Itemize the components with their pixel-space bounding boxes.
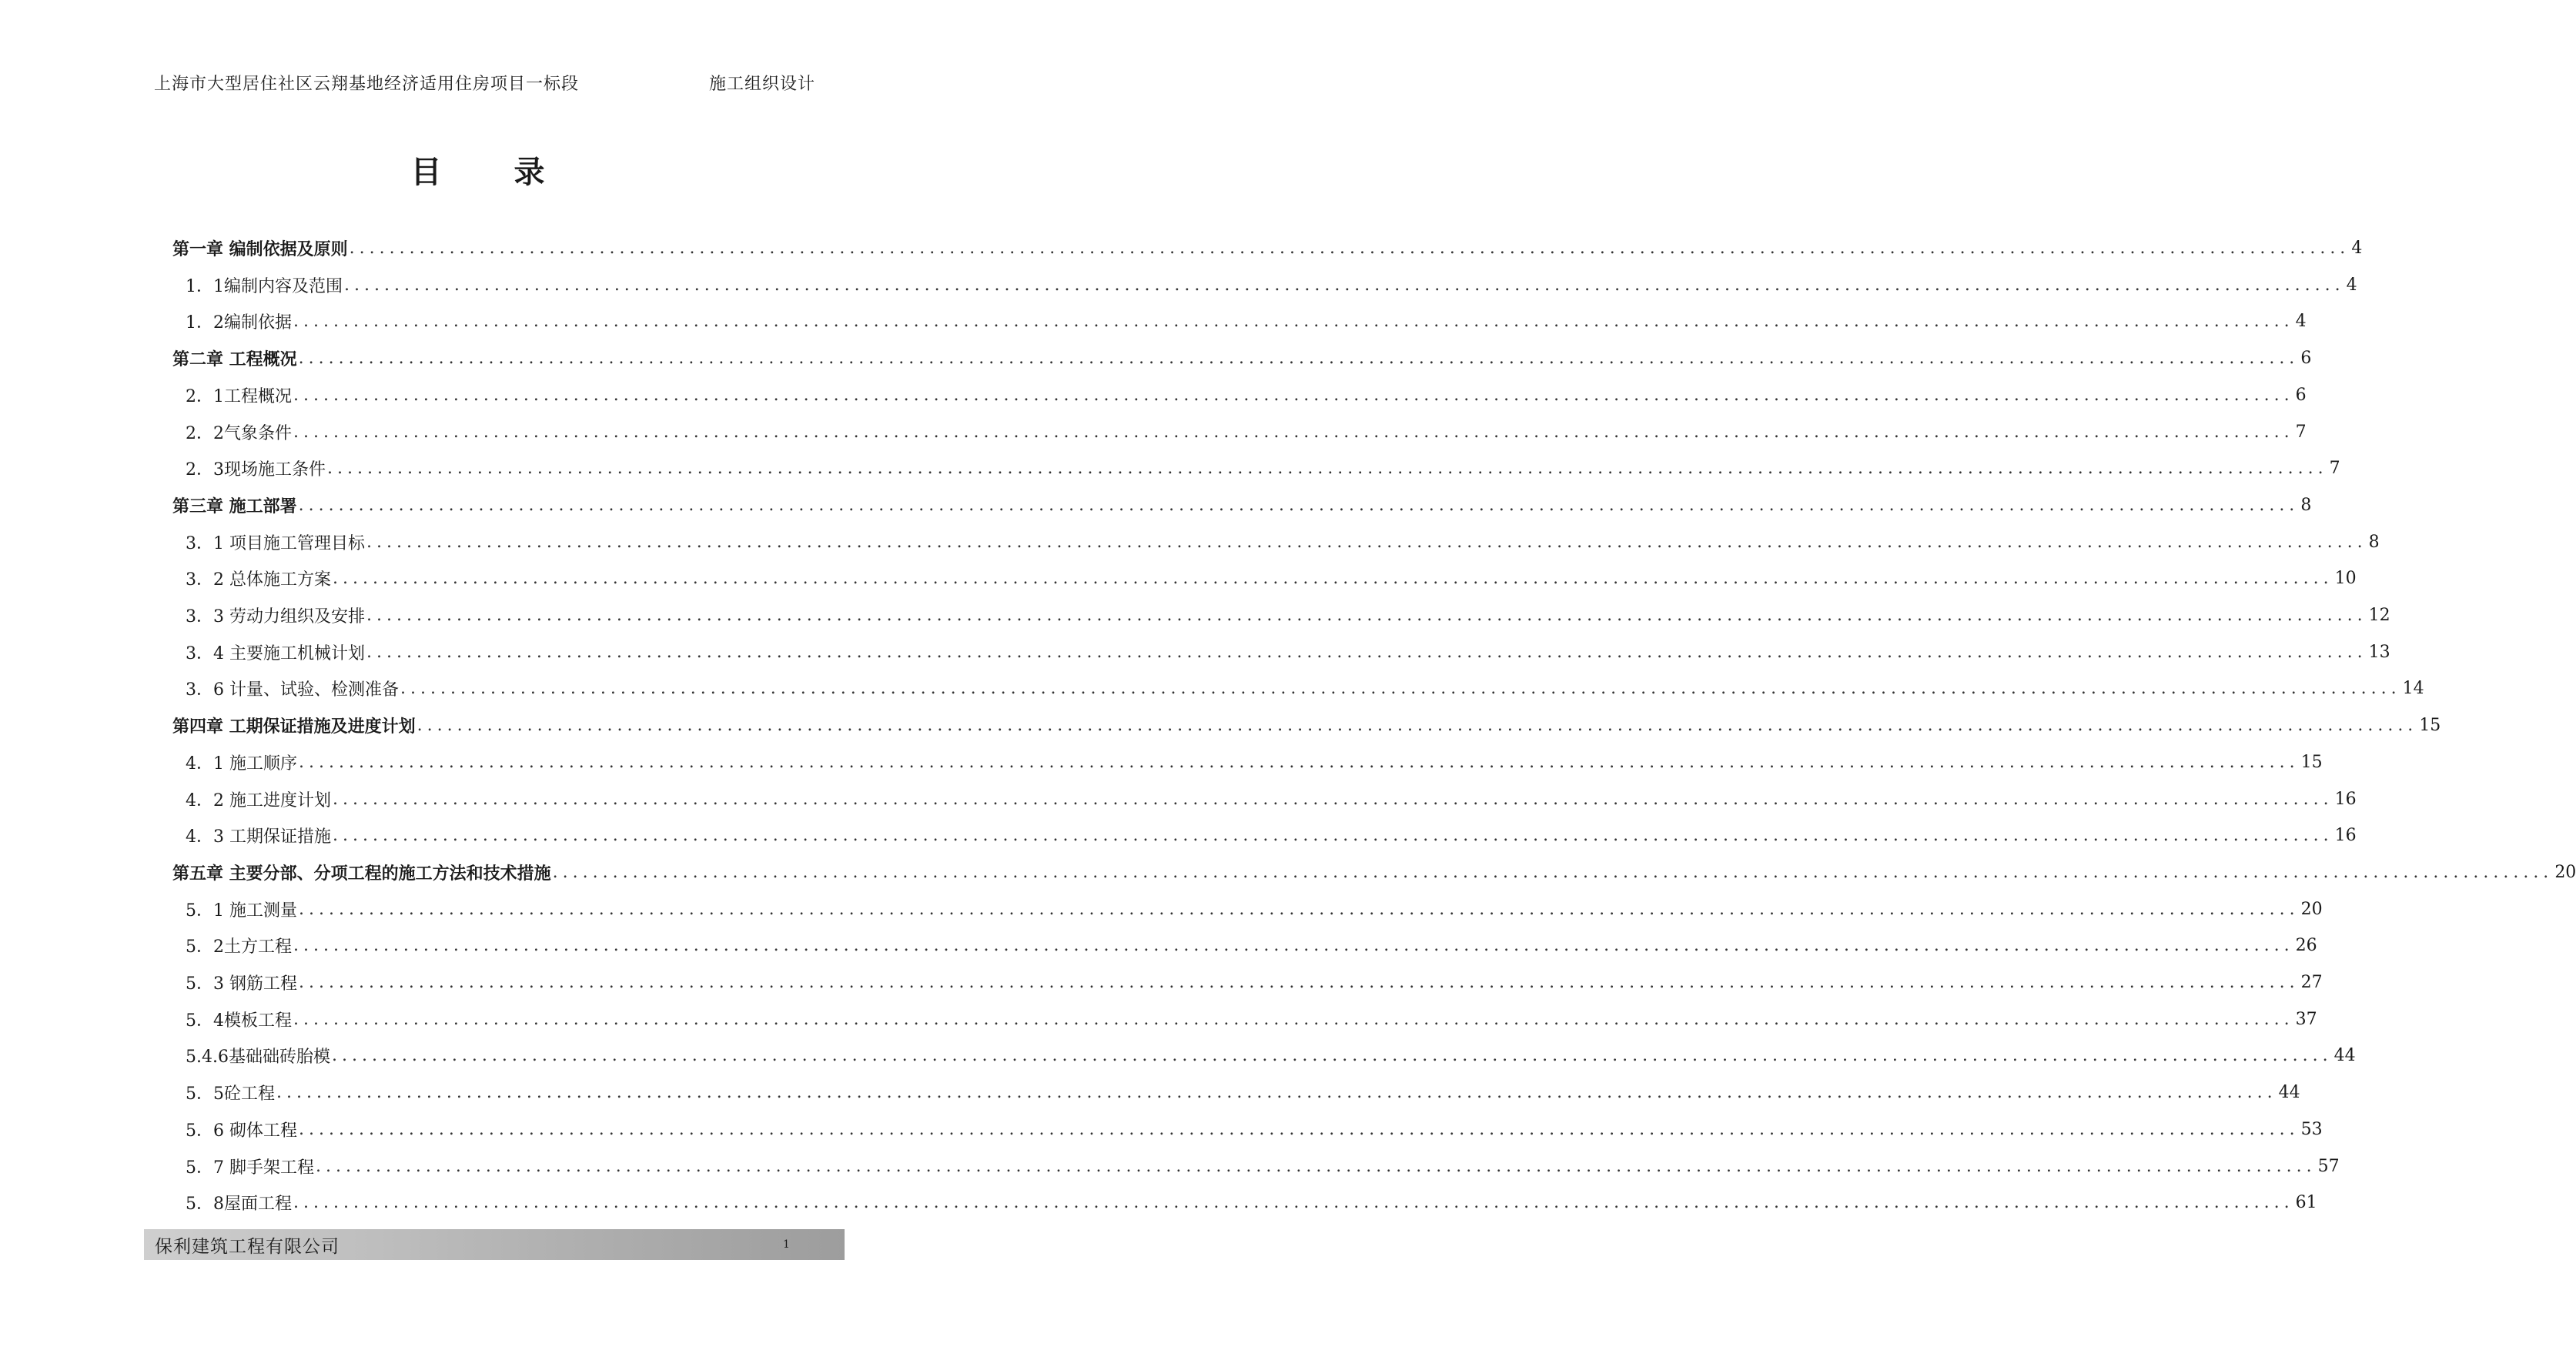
- page-footer: [144, 1229, 845, 1260]
- toc-section-entry[interactable]: [186, 638, 2390, 666]
- toc-leader-dots: ........................................................................................................................................................................................................: [331, 1045, 2333, 1065]
- toc-entry-label: 3．1 项目施工管理目标: [186, 533, 365, 553]
- toc-entry-page-number: 12: [2368, 605, 2390, 625]
- toc-section-entry[interactable]: [186, 821, 2357, 849]
- toc-entry-page-number: 26: [2295, 935, 2317, 955]
- toc-chapter-entry[interactable]: [172, 344, 2312, 372]
- toc-entry-page-number: 61: [2295, 1192, 2317, 1212]
- toc-chapter-entry[interactable]: [172, 234, 2363, 262]
- toc-entry-label: 5．8屋面工程: [186, 1194, 292, 1214]
- toc-entry-label: 1．2编制依据: [186, 312, 292, 332]
- page-title: 目 录: [410, 154, 576, 190]
- toc-entry-page-number: 44: [2333, 1045, 2356, 1065]
- toc-leader-dots: ........................................................................................................................................................................................................: [298, 495, 2300, 515]
- toc-leader-dots: ........................................................................................................................................................................................................: [299, 899, 2300, 919]
- toc-section-entry[interactable]: [186, 1152, 2340, 1180]
- toc-entry-label: 5．1 施工测量: [186, 901, 297, 921]
- toc-leader-dots: ........................................................................................................................................................................................................: [349, 238, 2350, 258]
- toc-entry-label: 第五章 主要分部、分项工程的施工方法和技术措施: [172, 863, 551, 884]
- toc-entry-page-number: 10: [2334, 568, 2357, 588]
- toc-section-entry[interactable]: [186, 1188, 2317, 1216]
- toc-leader-dots: ........................................................................................................................................................................................................: [293, 1192, 2294, 1212]
- toc-entry-label: 3．2 总体施工方案: [186, 570, 331, 590]
- toc-section-entry[interactable]: [186, 1078, 2300, 1106]
- toc-entry-page-number: 20: [2300, 899, 2323, 919]
- toc-entry-page-number: 57: [2317, 1156, 2340, 1176]
- toc-entry-label: 5．4模板工程: [186, 1011, 292, 1031]
- toc-chapter-entry[interactable]: [172, 858, 2576, 886]
- toc-leader-dots: ........................................................................................................................................................................................................: [333, 568, 2333, 588]
- toc-entry-page-number: 7: [2295, 422, 2307, 442]
- toc-leader-dots: ........................................................................................................................................................................................................: [366, 532, 2367, 552]
- toc-entry-page-number: 44: [2278, 1082, 2300, 1102]
- toc-section-entry[interactable]: [186, 748, 2323, 776]
- toc-section-entry[interactable]: [186, 1005, 2317, 1033]
- toc-entry-label: 2．3现场施工条件: [186, 459, 326, 480]
- toc-leader-dots: ........................................................................................................................................................................................................: [293, 935, 2294, 955]
- toc-entry-page-number: 20: [2554, 862, 2576, 882]
- toc-entry-page-number: 4: [2346, 275, 2357, 295]
- toc-entry-page-number: 6: [2295, 385, 2307, 405]
- toc-entry-label: 第三章 施工部署: [172, 496, 297, 516]
- toc-chapter-entry[interactable]: [172, 711, 2441, 739]
- toc-entry-label: 1．1编制内容及范围: [186, 276, 343, 296]
- toc-section-entry[interactable]: [186, 968, 2323, 996]
- toc-leader-dots: ........................................................................................................................................................................................................: [293, 385, 2294, 405]
- toc-entry-label: 5．7 脚手架工程: [186, 1158, 314, 1178]
- footer-page-number: 1: [783, 1238, 790, 1251]
- toc-entry-label: 5．6 砌体工程: [186, 1121, 297, 1141]
- toc-leader-dots: ........................................................................................................................................................................................................: [276, 1082, 2277, 1102]
- toc-chapter-entry[interactable]: [172, 491, 2312, 519]
- toc-entry-label: 5．3 钢筋工程: [186, 974, 297, 994]
- toc-entry-label: 4．1 施工顺序: [186, 754, 297, 774]
- toc-entry-page-number: 8: [2368, 532, 2380, 552]
- toc-section-entry[interactable]: [186, 307, 2307, 335]
- toc-leader-dots: ........................................................................................................................................................................................................: [366, 642, 2367, 662]
- toc-leader-dots: ........................................................................................................................................................................................................: [552, 862, 2554, 882]
- footer-company-name: 保利建筑工程有限公司: [155, 1237, 340, 1257]
- toc-entry-label: 3．4 主要施工机械计划: [186, 643, 365, 663]
- toc-section-entry[interactable]: [186, 895, 2323, 923]
- toc-entry-page-number: 15: [2300, 752, 2323, 772]
- toc-entry-label: 4．2 施工进度计划: [186, 790, 331, 810]
- toc-leader-dots: ........................................................................................................................................................................................................: [400, 678, 2401, 698]
- toc-entry-label: 3．6 计量、试验、检测准备: [186, 680, 399, 700]
- toc-section-entry[interactable]: [186, 674, 2424, 702]
- header-document-type: 施工组织设计: [709, 75, 816, 94]
- toc-leader-dots: ........................................................................................................................................................................................................: [366, 605, 2367, 625]
- toc-section-entry[interactable]: [186, 564, 2357, 592]
- toc-entry-page-number: 27: [2300, 972, 2323, 992]
- toc-leader-dots: ........................................................................................................................................................................................................: [333, 789, 2333, 809]
- toc-section-entry[interactable]: [186, 1115, 2323, 1143]
- toc-section-entry[interactable]: [186, 785, 2357, 813]
- toc-entry-label: 5．5砼工程: [186, 1084, 275, 1104]
- toc-entry-label: 第四章 工期保证措施及进度计划: [172, 716, 416, 737]
- toc-section-entry[interactable]: [186, 271, 2357, 299]
- toc-leader-dots: ........................................................................................................................................................................................................: [298, 348, 2300, 368]
- toc-entry-page-number: 4: [2351, 238, 2363, 258]
- toc-entry-label: 5.4.6基础础砖胎模: [186, 1047, 330, 1067]
- toc-entry-page-number: 13: [2368, 642, 2390, 662]
- toc-entry-page-number: 4: [2295, 311, 2307, 331]
- toc-entry-page-number: 37: [2295, 1009, 2317, 1029]
- running-header: [0, 71, 955, 94]
- toc-leader-dots: ........................................................................................................................................................................................................: [417, 715, 2418, 735]
- toc-leader-dots: ........................................................................................................................................................................................................: [327, 458, 2328, 478]
- toc-section-entry[interactable]: [186, 418, 2307, 446]
- toc-entry-label: 第一章 编制依据及原则: [172, 239, 348, 259]
- toc-leader-dots: ........................................................................................................................................................................................................: [293, 1009, 2294, 1029]
- toc-leader-dots: ........................................................................................................................................................................................................: [299, 972, 2300, 992]
- toc-section-entry[interactable]: [186, 601, 2390, 629]
- toc-entry-page-number: 16: [2334, 789, 2357, 809]
- toc-leader-dots: ........................................................................................................................................................................................................: [344, 275, 2345, 295]
- toc-entry-label: 3．3 劳动力组织及安排: [186, 606, 365, 627]
- toc-section-entry[interactable]: [186, 454, 2340, 482]
- toc-entry-page-number: 6: [2300, 348, 2312, 368]
- toc-entry-page-number: 16: [2334, 825, 2357, 845]
- toc-section-entry[interactable]: [186, 528, 2380, 556]
- toc-section-entry[interactable]: [186, 1041, 2356, 1069]
- toc-entry-label: 2．2气象条件: [186, 423, 292, 443]
- toc-leader-dots: ........................................................................................................................................................................................................: [299, 1119, 2300, 1139]
- toc-section-entry[interactable]: [186, 931, 2317, 959]
- toc-entry-page-number: 7: [2329, 458, 2340, 478]
- toc-entry-page-number: 53: [2300, 1119, 2323, 1139]
- toc-leader-dots: ........................................................................................................................................................................................................: [299, 752, 2300, 772]
- toc-entry-label: 4．3 工期保证措施: [186, 827, 331, 847]
- header-project-name: 上海市大型居住社区云翔基地经济适用住房项目一标段: [154, 75, 580, 94]
- toc-leader-dots: ........................................................................................................................................................................................................: [333, 825, 2333, 845]
- toc-leader-dots: ........................................................................................................................................................................................................: [316, 1156, 2317, 1176]
- toc-leader-dots: ........................................................................................................................................................................................................: [293, 422, 2294, 442]
- toc-entry-label: 第二章 工程概况: [172, 349, 297, 369]
- toc-entry-label: 5．2土方工程: [186, 937, 292, 957]
- toc-section-entry[interactable]: [186, 381, 2307, 409]
- toc-entry-page-number: 8: [2300, 495, 2312, 515]
- toc-leader-dots: ........................................................................................................................................................................................................: [293, 311, 2294, 331]
- toc-entry-page-number: 14: [2402, 678, 2424, 698]
- toc-entry-label: 2．1工程概况: [186, 386, 292, 406]
- toc-entry-page-number: 15: [2419, 715, 2441, 735]
